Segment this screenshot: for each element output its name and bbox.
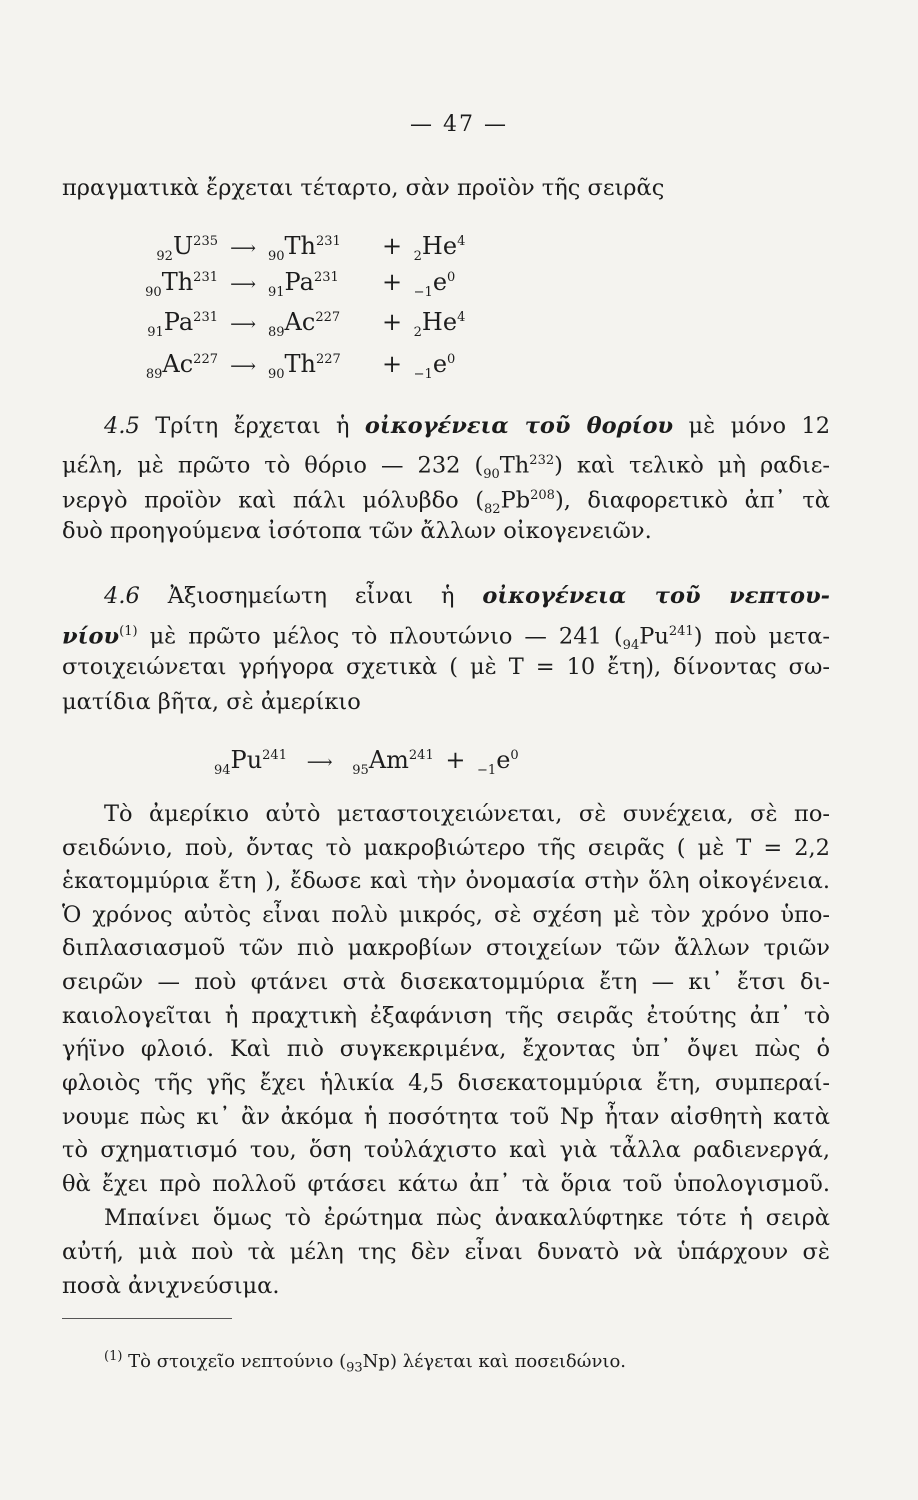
para-line: καιολογεῖται ἡ πραχτικὴ ἐξαφάνιση τῆς σειρᾶς ἐτούτης ἀπ᾽ τὸ [62, 1003, 830, 1029]
sec46-line2: νίου$^{(1)}$ μὲ πρῶτο μέλος τὸ πλουτώνιο — 241 $(_{94}Pu^{241})$ ποὺ μετα- [62, 623, 831, 653]
intro-line: πραγματικὰ ἔρχεται τέταρτο, σὰν προϊὸν τῆς σειρᾶς [62, 175, 665, 201]
para-line: γήϊνο φλοιό. Καὶ πιὸ συγκεκριμένα, ἔχοντας ὑπ᾽ ὄψει πὼς ὁ [62, 1036, 830, 1062]
footnote-ref[interactable]: (1) [119, 624, 138, 639]
para-line: αὐτή, μιὰ ποὺ τὰ μέλη της δὲν εἶναι δυνατὸ νὰ ὑπάρχουν σὲ [62, 1239, 830, 1265]
para-line: θὰ ἔχει πρὸ πολλοῦ φτάσει κάτω ἀπ᾽ τὰ ὅρια τοῦ ὑπολογισμοῦ. [62, 1171, 830, 1197]
sec45-line3: νεργὸ προϊὸν καὶ πάλι μόλυβδο $(_{82}Pb^{208})$, διαφορετικὸ ἀπ᾽ τὰ [62, 487, 830, 517]
equation-row: $_{90}Th^{231}$ ⟶ $_{91}Pa^{231} + _{-1}e^0$ [145, 268, 456, 300]
sec46-line1: 4.6 Ἀξιοσημείωτη εἶναι ἡ οἰκογένεια τοῦ νεπτου- [104, 583, 831, 609]
sec46-line4: ματίδια βῆτα, σὲ ἀμερίκιο [62, 689, 361, 715]
section-number: 4.6 [104, 583, 140, 609]
para-line: Τὸ ἀμερίκιο αὐτὸ μεταστοιχειώνεται, σὲ συνέχεια, σὲ πο- [104, 801, 830, 827]
family-name: οἰκογένεια τοῦ νεπτου- [482, 583, 831, 609]
sec45-line1: 4.5 Τρίτη ἔρχεται ἡ οἰκογένεια τοῦ θορίου μὲ μόνο 12 [104, 413, 831, 439]
section-number: 4.5 [104, 413, 140, 439]
footnote: $^{(1)}$ Τὸ στοιχεῖο νεπτούνιο $(_{93}Np)$ λέγεται καὶ ποσειδώνιο. [104, 1349, 627, 1376]
para-line: σειρῶν — ποὺ φτάνει στὰ δισεκατομμύρια ἔτη — κι᾽ ἔτσι δι- [62, 969, 830, 995]
para-line: Ὁ χρόνος αὐτὸς εἶναι πολὺ μικρός, σὲ σχέση μὲ τὸν χρόνο ὑπο- [62, 902, 830, 928]
sec46-line3: στοιχειώνεται γρήγορα σχετικὰ ( μὲ T = 10 ἔτη), δίνοντας σω- [62, 654, 830, 680]
page-number: — 47 — [410, 112, 508, 137]
equation-row: $_{91}Pa^{231}$ ⟶ $_{89}Ac^{227} + _2He^4$ [147, 308, 466, 340]
equation-row: $_{89}Ac^{227}$ ⟶ $_{90}Th^{227} + _{-1}e^0$ [145, 350, 456, 382]
equation-pu: $_{94}Pu^{241}$ ⟶ $_{95}Am^{241} + _{-1}e^0$ [214, 746, 519, 778]
equation-row: $_{92}U^{235}$ ⟶ $_{90}Th^{231} + _2He^4$ [156, 232, 466, 264]
para-line: νουμε πὼς κι᾽ ἂν ἀκόμα ἡ ποσότητα τοῦ Np ἦταν αἰσθητὴ κατὰ [62, 1104, 830, 1130]
para-line: Μπαίνει ὅμως τὸ ἐρώτημα πὼς ἀνακαλύφτηκε τότε ἡ σειρὰ [104, 1205, 830, 1231]
sec45-line2: μέλη, μὲ πρῶτο τὸ θόριο — 232 $(_{90}Th^{232})$ καὶ τελικὸ μὴ ραδιε- [62, 452, 830, 482]
para-line: φλοιὸς τῆς γῆς ἔχει ἡλικία 4,5 δισεκατομμύρια ἔτη, συμπεραί- [62, 1070, 830, 1096]
para-line: ἑκατομμύρια ἔτη ), ἔδωσε καὶ τὴν ὀνομασία στὴν ὅλη οἰκογένεια. [62, 868, 830, 894]
sec45-line4: δυὸ προηγούμενα ἰσότοπα τῶν ἄλλων οἰκογενειῶν. [62, 518, 652, 544]
para-line: σειδώνιο, ποὺ, ὄντας τὸ μακροβιώτερο τῆς σειρᾶς ( μὲ T = 2,2 [62, 835, 830, 861]
para-line: διπλασιασμοῦ τῶν πιὸ μακροβίων στοιχείων τῶν ἄλλων τριῶν [62, 935, 830, 961]
para-line: τὸ σχηματισμό του, ὅση τοὐλάχιστο καὶ γιὰ τἆλλα ραδιενεργά, [62, 1137, 830, 1163]
footnote-rule [62, 1318, 232, 1319]
family-name: οἰκογένεια τοῦ θορίου [364, 413, 674, 439]
para-line: ποσὰ ἀνιχνεύσιμα. [62, 1273, 280, 1299]
